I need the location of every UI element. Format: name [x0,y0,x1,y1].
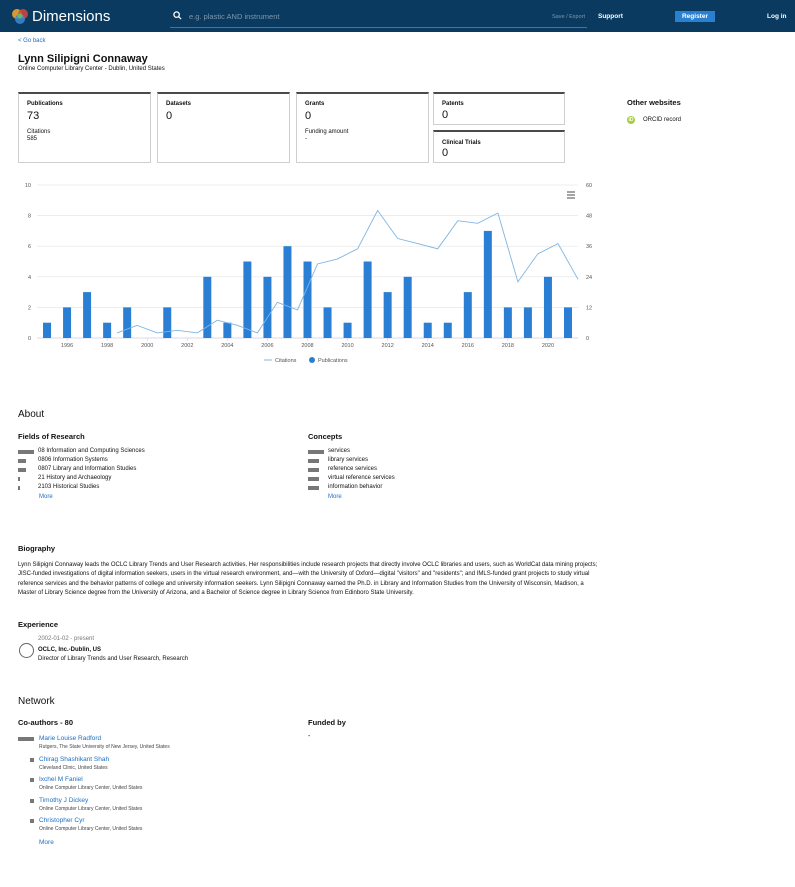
about-title: About [18,409,45,420]
biography-text: Lynn Silipigni Connaway leads the OCLC Library Trends and User Research activities. Her responsibilities include research projects that directly involve OCLC libraries and users, such as WorldCat data mining projects; JISC-funded investigations of digital information seekers, users in the virtual research environment, and—with the University of Oxford—digital "visitors" and "residents"; and IMLS-funded grant projects to study virtual reference services and the behavior patterns of college and university information seekers. Lynn Silipigni Connaway earned the Ph.D. in Library and Information Studies from the University of Wisconsin, Madison, a Master of Library Science degree from the University of Arizona, and a Bachelor of Science degree in Library Science from Edinboro State University. [18,562,598,596]
grants-count: 0 [305,110,312,122]
y-right-tick-label: 24 [586,274,593,281]
x-tick-label: 2014 [421,343,434,349]
x-tick-label: 2018 [501,343,514,349]
legend-citations-label: Citations [275,358,297,364]
coauthor-share-bar [30,758,34,762]
x-tick-label: 1998 [101,343,114,349]
field-of-research-share-bar [18,459,26,463]
funded-by-title: Funded by [308,718,346,727]
experience-organization: OCLC, Inc.-Dublin, US [38,647,101,653]
dimensions-logo-icon[interactable] [11,7,29,25]
clinical-trials-card[interactable] [433,130,565,163]
fields-of-research-title: Fields of Research [18,432,85,441]
support-link[interactable]: Support [598,13,623,20]
biography-title: Biography [18,544,56,553]
publications-bar [163,307,171,338]
patents-count: 0 [442,109,449,121]
coauthor-share-bar [30,799,34,803]
coauthor-share-bar [30,819,34,823]
publications-bar [103,323,111,338]
publications-bar [43,323,51,338]
publications-bar [444,323,452,338]
publications-bar [404,277,412,338]
concept-item[interactable]: virtual reference services [328,475,395,481]
publications-bar [484,231,492,338]
publications-bar [263,277,271,338]
field-of-research-share-bar [18,450,34,454]
chart-menu-icon[interactable] [567,192,575,198]
concept-item[interactable]: information behavior [328,484,383,490]
coauthor-name-link[interactable]: Chirag Shashikant Shah [39,755,110,763]
field-of-research-item[interactable]: 21 History and Archaeology [38,475,112,481]
affiliation: Online Computer Library Center - Dublin, United States [18,66,165,72]
publications-bar [243,262,251,339]
y-right-tick-label: 36 [586,244,593,251]
concept-item[interactable]: library services [328,457,369,463]
publications-bar [364,262,372,339]
concept-share-bar [308,468,319,472]
brand-name[interactable]: Dimensions [32,8,111,25]
field-of-research-share-bar [18,486,20,490]
publications-bar [304,262,312,339]
coauthor-name-link[interactable]: Timothy J Dickey [39,796,89,804]
coauthor-name-link[interactable]: Marie Louise Radford [39,735,102,742]
orcid-icon: iD [628,117,634,123]
y-right-tick-label: 12 [586,305,593,312]
coauthors-more-link[interactable]: More [39,839,54,846]
concept-item[interactable]: reference services [328,466,378,472]
y-left-tick-label: 6 [27,244,31,251]
patents-label: Patents [442,101,464,107]
save-export-link[interactable]: Save / Export [552,14,586,20]
y-right-tick-label: 0 [586,336,590,342]
publications-bar [344,323,352,338]
legend-publications-swatch [309,357,315,363]
field-of-research-item[interactable]: 0806 Information Systems [38,457,108,463]
register-button[interactable]: Register [675,11,715,22]
datasets-count: 0 [166,110,173,122]
publications-bar [83,292,91,338]
coauthor-affiliation: Online Computer Library Center, United States [39,785,143,791]
publications-bar [223,323,231,338]
publications-bar [544,277,552,338]
concept-share-bar [308,486,319,490]
search-input[interactable] [189,9,469,23]
publications-bar [283,246,291,338]
orcid-record-link[interactable]: ORCID record [643,117,682,123]
field-of-research-item[interactable]: 2103 Historical Studies [38,484,100,490]
publications-bar [384,292,392,338]
concepts-title: Concepts [308,432,343,441]
coauthor-affiliation: Rutgers, The State University of New Jersey, United States [39,744,170,750]
publications-label: Publications [27,101,63,107]
publications-bar [324,307,332,338]
x-tick-label: 2016 [461,343,474,349]
x-tick-label: 2010 [341,343,354,349]
experience-role: Director of Library Trends and User Research, Research [38,656,189,662]
fields-more-link[interactable]: More [39,494,53,500]
top-navigation-bar [0,0,795,32]
coauthor-affiliation: Online Computer Library Center, United States [39,826,143,832]
y-left-tick-label: 8 [27,213,31,220]
x-tick-label: 2004 [221,343,234,349]
coauthor-share-bar [30,778,34,782]
concepts-more-link[interactable]: More [328,494,342,500]
other-websites-title: Other websites [627,98,681,107]
x-tick-label: 1996 [60,343,74,349]
y-left-tick-label: 0 [27,336,31,342]
coauthors-title: Co-authors - 80 [18,718,74,727]
x-tick-label: 2012 [381,343,394,349]
coauthor-affiliation: Online Computer Library Center, United States [39,805,143,812]
field-of-research-item[interactable]: 08 Information and Computing Sciences [38,448,145,454]
publications-count: 73 [27,110,40,122]
publications-bar [504,307,512,338]
x-tick-label: 2000 [141,343,154,349]
publications-bar [464,292,472,338]
y-right-tick-label: 48 [586,213,593,220]
network-title: Network [18,696,55,707]
concept-share-bar [308,459,319,463]
legend-publications-label: Publications [318,358,348,364]
publications-bar [63,307,71,338]
x-tick-label: 2006 [261,343,274,349]
concept-item[interactable]: services [328,448,351,454]
experience-org-avatar [19,643,34,658]
experience-dates: 2002-01-02 - present [38,636,95,642]
citations-label: Citations [27,129,51,135]
field-of-research-share-bar [18,477,20,481]
datasets-card[interactable] [157,92,290,163]
page-title: Lynn Silipigni Connaway [18,53,148,65]
experience-title: Experience [18,620,59,629]
citations-count: 585 [27,136,38,142]
funding-amount-label: Funding amount [305,129,349,135]
patents-card[interactable] [433,92,565,125]
funded-by-value: - [308,733,311,740]
x-tick-label: 2002 [181,343,194,349]
x-tick-label: 2020 [541,343,555,349]
coauthor-affiliation: Cleveland Clinic, United States [39,764,108,771]
coauthor-name-link[interactable]: Ixchel M Faniel [39,776,83,783]
clinical-trials-label: Clinical Trials [442,140,481,146]
go-back-link[interactable]: < Go back [18,38,46,44]
publications-card[interactable] [18,92,151,163]
publications-bar [424,323,432,338]
grants-label: Grants [305,101,325,107]
funding-amount-value: - [305,136,307,142]
y-left-tick-label: 10 [24,183,31,189]
coauthor-share-bar [18,737,34,741]
search-underline [170,27,587,28]
x-tick-label: 2008 [301,343,314,349]
clinical-trials-count: 0 [442,147,449,159]
coauthor-name-link[interactable]: Christopher Cyr [39,817,85,824]
y-left-tick-label: 4 [27,274,31,281]
search-icon[interactable] [173,11,182,20]
datasets-label: Datasets [166,101,192,107]
y-right-tick-label: 60 [586,183,593,189]
publications-bar [123,307,131,338]
publications-citations-chart [0,176,600,371]
publications-bar [564,307,572,338]
login-link[interactable]: Log in [767,13,787,20]
y-left-tick-label: 2 [27,305,31,312]
grants-card[interactable] [296,92,429,163]
publications-bar [524,307,532,338]
field-of-research-item[interactable]: 0807 Library and Information Studies [38,466,137,472]
concept-share-bar [308,450,324,454]
concept-share-bar [308,477,319,481]
field-of-research-share-bar [18,468,26,472]
